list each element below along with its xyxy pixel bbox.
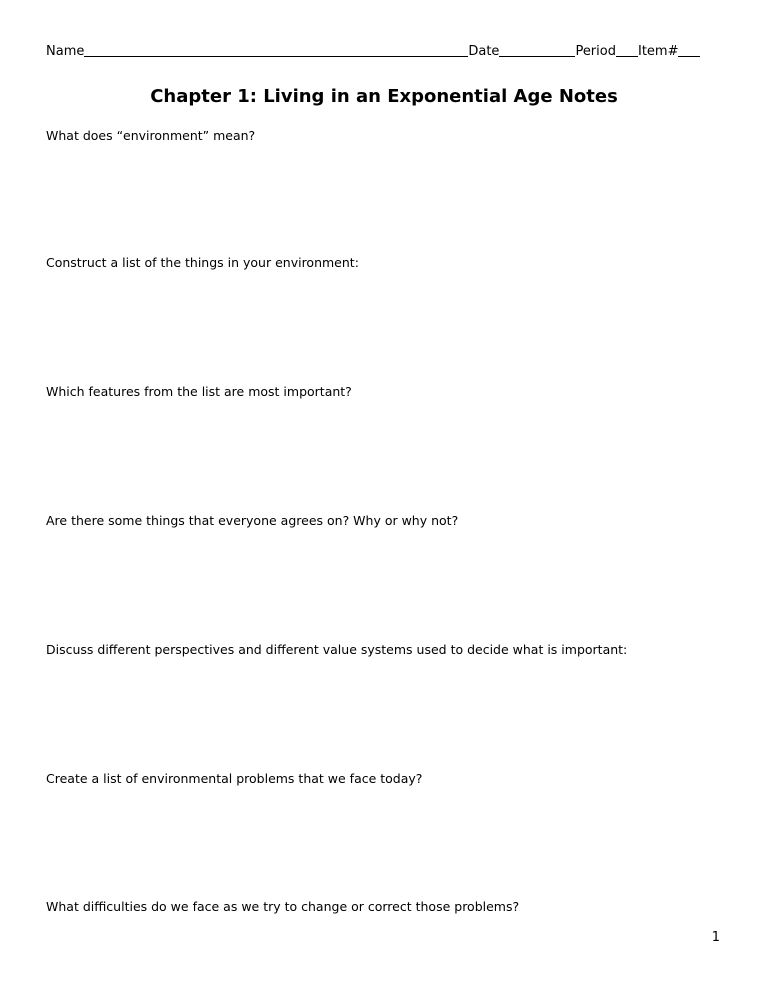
question-environment-list: Construct a list of the things in your environment: (46, 255, 359, 270)
item-blank[interactable] (678, 43, 700, 57)
period-label: Period (575, 44, 616, 59)
item-label: Item# (637, 44, 679, 59)
name-label: Name (46, 44, 85, 59)
question-environment-meaning: What does “environment” mean? (46, 128, 256, 143)
question-agreement: Are there some things that everyone agrees on? Why or why not? (46, 513, 459, 528)
period-blank[interactable] (616, 43, 638, 57)
name-blank[interactable] (84, 43, 468, 57)
question-environmental-problems: Create a list of environmental problems that we face today? (46, 771, 423, 786)
date-blank[interactable] (499, 43, 575, 57)
question-important-features: Which features from the list are most important? (46, 384, 352, 399)
page-number: 1 (711, 930, 720, 945)
page-title: Chapter 1: Living in an Exponential Age Notes (150, 86, 618, 107)
question-difficulties: What difficulties do we face as we try to change or correct those problems? (46, 899, 520, 914)
question-perspectives: Discuss different perspectives and different value systems used to decide what is important: (46, 642, 628, 657)
date-label: Date (468, 44, 500, 59)
student-info-header (46, 41, 700, 59)
